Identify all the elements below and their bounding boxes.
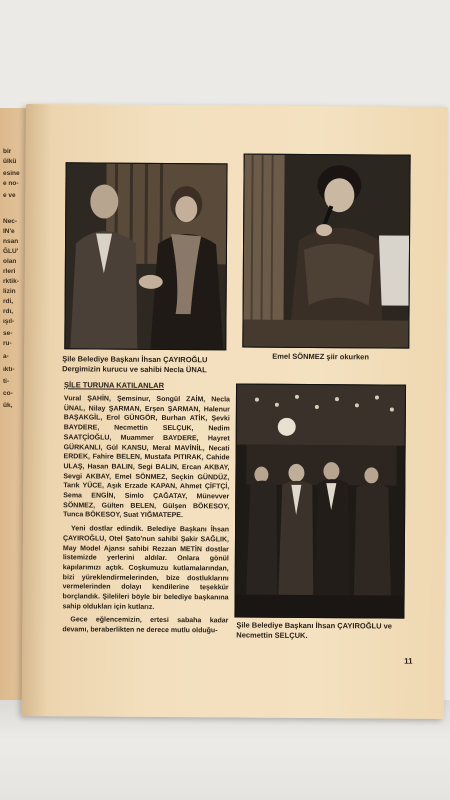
left-page-text-fragment: Nec- bbox=[3, 218, 18, 225]
page-number: 11 bbox=[404, 656, 413, 666]
left-page-text-fragment: rdı, bbox=[3, 308, 14, 315]
left-page-text-fragment: IN'e bbox=[3, 228, 15, 235]
photo-caption: Emel SÖNMEZ şiir okurken bbox=[272, 351, 369, 362]
left-page-text-fragment: ru- bbox=[3, 340, 12, 347]
photo-image bbox=[65, 163, 226, 349]
left-page-text-fragment: ülkü bbox=[3, 158, 17, 165]
left-page-text-fragment: rleri bbox=[3, 268, 16, 275]
left-page-text-fragment: ĞLU' bbox=[3, 248, 19, 255]
left-page-text-fragment: lizin bbox=[3, 288, 16, 295]
article-body bbox=[62, 394, 230, 636]
article-paragraph: Yeni dostlar edindik. Belediye Başkanı İhsan ÇAYIROĞLU, Otel Şato'nun sahibi Şakir SAĞLIK, May Model Ajansı sahibi Rezzan METİN dostlar listemizde yerlerini aldılar. Onlara gönül kapılarımızı açtık. Coşkumuzu kutlamalarından, bizi yüreklendirmelerinden, bize dostluklarını vermelerinden dolayı kendilerine teşekkür borçlandık. Şilelileri böyle bir belediye başkanına sahip oldukları için kutlarız. bbox=[62, 525, 230, 611]
left-page-text-fragment: se- bbox=[3, 330, 13, 337]
photo-mayor-and-founder bbox=[64, 162, 227, 350]
photo-image bbox=[243, 155, 409, 348]
left-page-text-fragment: rdi, bbox=[3, 298, 14, 305]
photo-poetry-reading bbox=[242, 154, 410, 349]
left-page-text-fragment: e ve bbox=[3, 192, 16, 199]
left-page-text-fragment: a- bbox=[3, 353, 9, 360]
left-page-text-fragment: rktik- bbox=[3, 278, 19, 285]
left-page-text-fragment: ti- bbox=[3, 378, 10, 385]
left-page-text-fragment: e no- bbox=[3, 180, 19, 187]
left-page-text-fragment: ıktı- bbox=[3, 366, 15, 373]
article-paragraph: Gece eğlencemizin, ertesi sabaha kadar devamı, beraberlikten ne derece mutlu olduğu- bbox=[62, 616, 229, 635]
photo-mayor-and-guest bbox=[234, 383, 406, 618]
left-page-text-fragment: ük, bbox=[3, 402, 13, 409]
left-page-text-fragment: olan bbox=[3, 258, 17, 265]
left-page-text-fragment: bir bbox=[3, 148, 12, 155]
left-page-text-fragment: co- bbox=[3, 390, 13, 397]
left-page-text-fragment: esine bbox=[3, 170, 20, 177]
photo-caption: Şile Belediye Başkanı İhsan ÇAYIROĞLU Dergimizin kurucu ve sahibi Necla ÜNAL bbox=[62, 354, 208, 375]
photo-image bbox=[235, 384, 405, 617]
left-page-text-fragment: nsan bbox=[3, 238, 19, 245]
participants-paragraph: Vural ŞAHİN, Şemsinur, Songül ZAİM, Necla ÜNAL, Nilay ŞARMAN, Erşen ŞARMAN, Halenur BAŞAKGİL, Erol GÜNGÖR, Burhan ATİK, Şevki BAYDERE, Necmettin SELÇUK, Nedim SAATÇİOĞLU, Muammer BAYDERE, Hayret GÜRKANLI, Gül KANSU, Meral MAVİNİL, Necati ERDEK, Fahire BELEN, Mustafa PITIRAK, Cahide ULAŞ, Hasan BALIN, Segi BALIN, Ercan AKBAY, Sevgi AKBAY, Emel SÖNMEZ, Seçkin GÜNDÜZ, Tarık YÜCE, Aşık Erzade KAPAN, Ahmet ÇİFTÇİ, Sema ENGİN, Simlo ÇAĞATAY, Münevver SÖNMEZ, Gülten BELEN, Gülşen BÖKESOY, Tunca BÖKESOY, Suat YIĞMATEPE. bbox=[63, 395, 230, 520]
left-page-text-fragment: ışıl- bbox=[3, 318, 15, 325]
magazine-page bbox=[22, 104, 448, 719]
section-title: ŞİLE TURUNA KATILANLAR bbox=[64, 380, 165, 390]
photo-caption: Şile Belediye Başkanı İhsan ÇAYIROĞLU ve Necmettin SELÇUK. bbox=[236, 620, 393, 640]
